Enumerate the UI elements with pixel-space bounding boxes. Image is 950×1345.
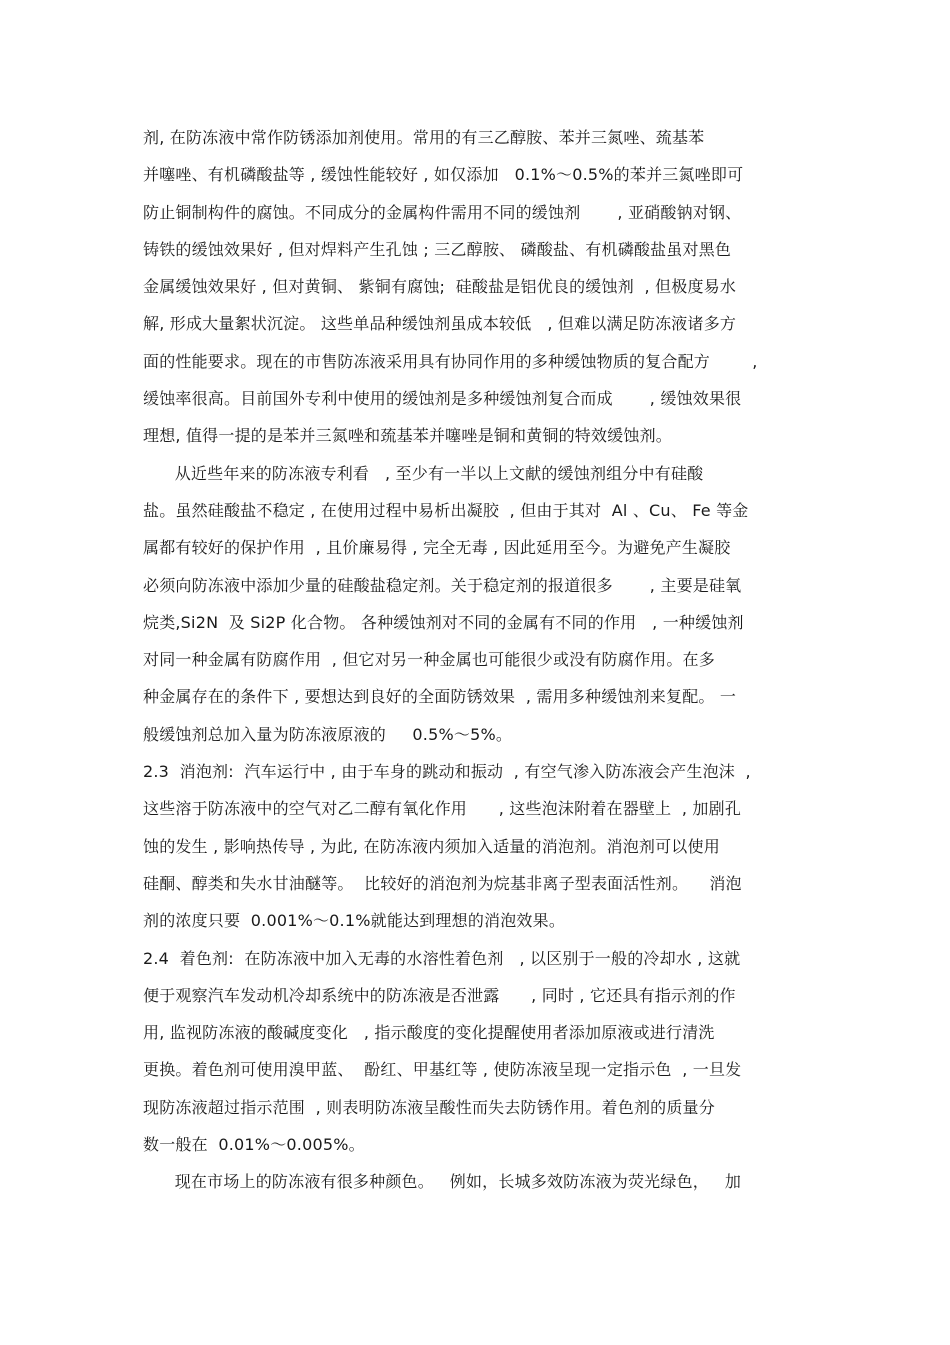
- text-line: 并噻唑、有机磷酸盐等 , 缓蚀性能较好 , 如仅添加 0.1%～0.5%的苯并三氮唑即可: [143, 165, 744, 185]
- text-line: 解, 形成大量絮状沉淀。 这些单品种缓蚀剂虽成本较低 , 但难以满足防冻液诸多方: [143, 314, 737, 334]
- text-line: 种金属存在的条件下 , 要想达到良好的全面防锈效果 , 需用多种缓蚀剂来复配。 一: [143, 687, 737, 707]
- text-line: 用, 监视防冻液的酸碱度变化 , 指示酸度的变化提醒使用者添加原液或进行清洗: [143, 1023, 715, 1043]
- text-line: 蚀的发生 , 影响热传导 , 为此, 在防冻液内须加入适量的消泡剂。消泡剂可以使用: [143, 836, 720, 856]
- text-line: 理想, 值得一提的是苯并三氮唑和巯基苯并噻唑是铜和黄铜的特效缓蚀剂。: [143, 426, 672, 446]
- body-text: [143, 119, 823, 1201]
- text-line: 烷类,Si2N 及 Si2P 化合物。 各种缓蚀剂对不同的金属有不同的作用 , 一种缓蚀剂: [143, 612, 744, 632]
- text-line: 剂的浓度只要 0.001%～0.1%就能达到理想的消泡效果。: [143, 911, 566, 931]
- text-line: 面的性能要求。现在的市售防冻液采用具有协同作用的多种缓蚀物质的复合配方 ,: [143, 351, 758, 371]
- text-line: 盐。虽然硅酸盐不稳定 , 在使用过程中易析出凝胶 , 但由于其对 Al 、Cu、 Fe 等金: [143, 500, 749, 520]
- text-line: 必须向防冻液中添加少量的硅酸盐稳定剂。关于稳定剂的报道很多 , 主要是硅氧: [143, 575, 742, 595]
- text-line: 对同一种金属有防腐作用 , 但它对另一种金属也可能很少或没有防腐作用。在多: [143, 650, 715, 670]
- text-line: 现防冻液超过指示范围 , 则表明防冻液呈酸性而失去防锈作用。着色剂的质量分: [143, 1097, 715, 1117]
- text-line: 铸铁的缓蚀效果好 , 但对焊料产生孔蚀 ; 三乙醇胺、 磷酸盐、有机磷酸盐虽对黑色: [143, 239, 732, 259]
- text-line: 更换。着色剂可使用溴甲蓝、 酚红、甲基红等 , 使防冻液呈现一定指示色 , 一旦发: [143, 1060, 742, 1080]
- text-line: 防止铜制构件的腐蚀。不同成分的金属构件需用不同的缓蚀剂 , 亚硝酸钠对钢、: [143, 202, 742, 222]
- text-line: 便于观察汽车发动机冷却系统中的防冻液是否泄露 , 同时 , 它还具有指示剂的作: [143, 985, 736, 1005]
- text-line: 金属缓蚀效果好 , 但对黄铜、 紫铜有腐蚀; 硅酸盐是铝优良的缓蚀剂 , 但极度易水: [143, 277, 737, 297]
- text-line: 剂, 在防冻液中常作防锈添加剂使用。常用的有三乙醇胺、苯并三氮唑、巯基苯: [143, 128, 705, 147]
- text-line: 硅酮、醇类和失水甘油醚等。 比较好的消泡剂为烷基非离子型表面活性剂。 消泡: [143, 873, 742, 893]
- text-line: 属都有较好的保护作用 , 且价廉易得 , 完全无毒 , 因此延用至今。为避免产生凝胶: [143, 538, 731, 558]
- section-heading-line: 2.4 着色剂: 在防冻液中加入无毒的水溶性着色剂 , 以区别于一般的冷却水 , 这就: [143, 948, 741, 968]
- text-line: 这些溶于防冻液中的空气对乙二醇有氧化作用 , 这些泡沫附着在器壁上 , 加剧孔: [143, 799, 742, 819]
- paragraph-start-line: 现在市场上的防冻液有很多种颜色。 例如，长城多效防冻液为荧光绿色， 加: [143, 1172, 742, 1192]
- text-line: 数一般在 0.01%～0.005%。: [143, 1135, 365, 1155]
- text-line: 缓蚀率很高。目前国外专利中使用的缓蚀剂是多种缓蚀剂复合而成 , 缓蚀效果很: [143, 389, 742, 409]
- paragraph-start-line: 从近些年来的防冻液专利看 , 至少有一半以上文献的缓蚀剂组分中有硅酸: [143, 463, 704, 483]
- text-line: 般缓蚀剂总加入量为防冻液原液的 0.5%～5%。: [143, 724, 513, 744]
- section-heading-line: 2.3 消泡剂: 汽车运行中 , 由于车身的跳动和振动 , 有空气渗入防冻液会产生泡沫 ,: [143, 762, 751, 782]
